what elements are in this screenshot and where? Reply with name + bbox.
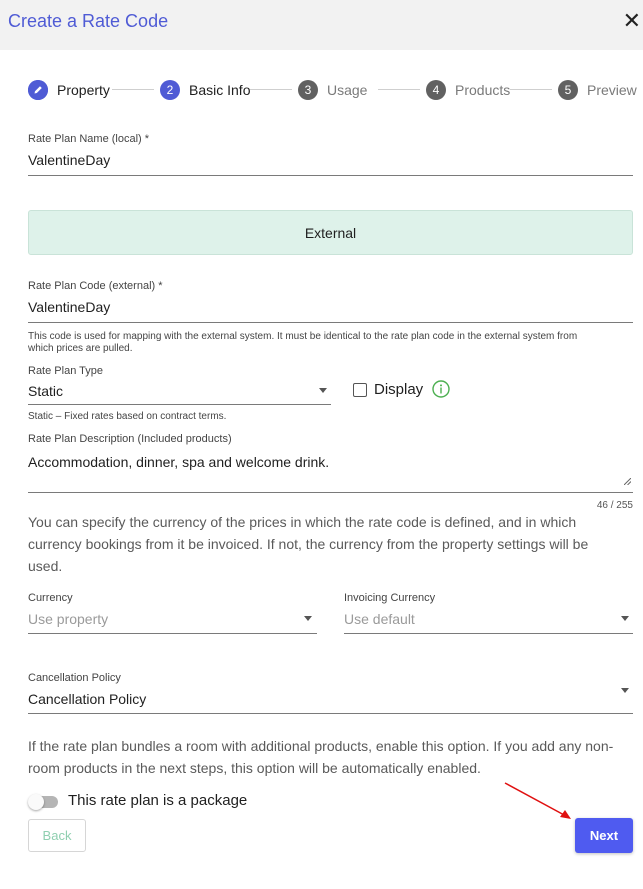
step-preview[interactable] (558, 79, 637, 101)
step-number: 4 (426, 80, 446, 100)
rate-plan-name-input[interactable]: ValentineDay (28, 152, 111, 168)
step-label: Property (57, 82, 110, 98)
step-number: 3 (298, 80, 318, 100)
rate-plan-type-label: Rate Plan Type (28, 365, 104, 377)
rate-plan-description-textarea[interactable]: Accommodation, dinner, spa and welcome drink. (28, 454, 330, 470)
step-usage[interactable] (298, 79, 367, 101)
rate-plan-type-hint: Static – Fixed rates based on contract terms. (28, 411, 227, 422)
rate-plan-code-hint-1: This code is used for mapping with the external system. It must be identical to the rate plan code in the external system from (28, 331, 578, 342)
step-number: 2 (160, 80, 180, 100)
annotation-arrow-icon (500, 780, 580, 822)
currency-info-line-2: currency bookings from it be invoiced. If not, the currency from the property settings will be (28, 536, 589, 552)
stepper (28, 79, 638, 101)
rate-plan-code-input[interactable]: ValentineDay (28, 299, 111, 315)
invoicing-currency-label: Invoicing Currency (344, 592, 436, 604)
package-toggle-label: This rate plan is a package (68, 792, 248, 809)
close-icon[interactable]: ✕ (622, 8, 641, 33)
step-basic-info[interactable] (160, 79, 250, 101)
step-connector (250, 89, 292, 90)
step-connector (112, 89, 154, 90)
step-number: 5 (558, 80, 578, 100)
back-button[interactable]: Back (28, 819, 86, 852)
step-label: Products (455, 82, 511, 98)
rate-plan-name-underline (28, 175, 633, 176)
step-label: Preview (587, 82, 637, 98)
currency-info-line-3: used. (28, 558, 63, 574)
rate-plan-description-label: Rate Plan Description (Included products) (28, 433, 232, 445)
info-icon[interactable] (432, 380, 450, 398)
cancellation-policy-underline (28, 713, 633, 714)
dialog-title: Create a Rate Code (8, 11, 169, 31)
step-products[interactable] (426, 79, 510, 101)
step-label: Basic Info (189, 82, 251, 98)
display-checkbox-label: Display (374, 381, 424, 398)
invoicing-currency-select[interactable]: Use default (344, 611, 415, 627)
rate-plan-code-underline (28, 322, 633, 323)
cancellation-policy-label: Cancellation Policy (28, 672, 121, 684)
currency-underline (28, 633, 317, 634)
cancellation-policy-select[interactable]: Cancellation Policy (28, 691, 147, 707)
rate-plan-type-select[interactable]: Static (28, 383, 64, 399)
currency-info-line-1: You can specify the currency of the prices in which the rate code is defined, and in which (28, 514, 577, 530)
external-section-label: External (304, 224, 357, 241)
next-button[interactable]: Next (575, 818, 633, 853)
rate-plan-code-hint-2: which prices are pulled. (28, 343, 133, 354)
dialog-header (0, 0, 643, 50)
step-connector (378, 89, 420, 90)
package-info-line-2: room products in the next steps, this option will be automatically enabled. (28, 760, 481, 776)
step-property[interactable] (28, 79, 110, 101)
step-label: Usage (327, 82, 368, 98)
display-checkbox[interactable] (353, 383, 367, 397)
resize-handle-icon[interactable] (624, 478, 631, 485)
pencil-icon (28, 80, 48, 100)
package-toggle-knob[interactable] (28, 794, 44, 810)
step-connector (510, 89, 552, 90)
description-char-counter: 46 / 255 (596, 500, 633, 511)
chevron-down-icon[interactable] (621, 688, 629, 693)
chevron-down-icon[interactable] (621, 616, 629, 621)
rate-plan-name-label: Rate Plan Name (local) * (28, 133, 150, 145)
currency-select[interactable]: Use property (28, 611, 109, 627)
rate-plan-description-underline (28, 492, 633, 493)
invoicing-currency-underline (344, 633, 633, 634)
chevron-down-icon[interactable] (319, 388, 327, 393)
currency-label: Currency (28, 592, 73, 604)
package-info-line-1: If the rate plan bundles a room with additional products, enable this option. If you add any non- (28, 738, 614, 754)
chevron-down-icon[interactable] (304, 616, 312, 621)
rate-plan-type-underline (28, 404, 331, 405)
rate-plan-code-label: Rate Plan Code (external) * (28, 280, 163, 292)
external-section-header[interactable] (28, 210, 633, 255)
